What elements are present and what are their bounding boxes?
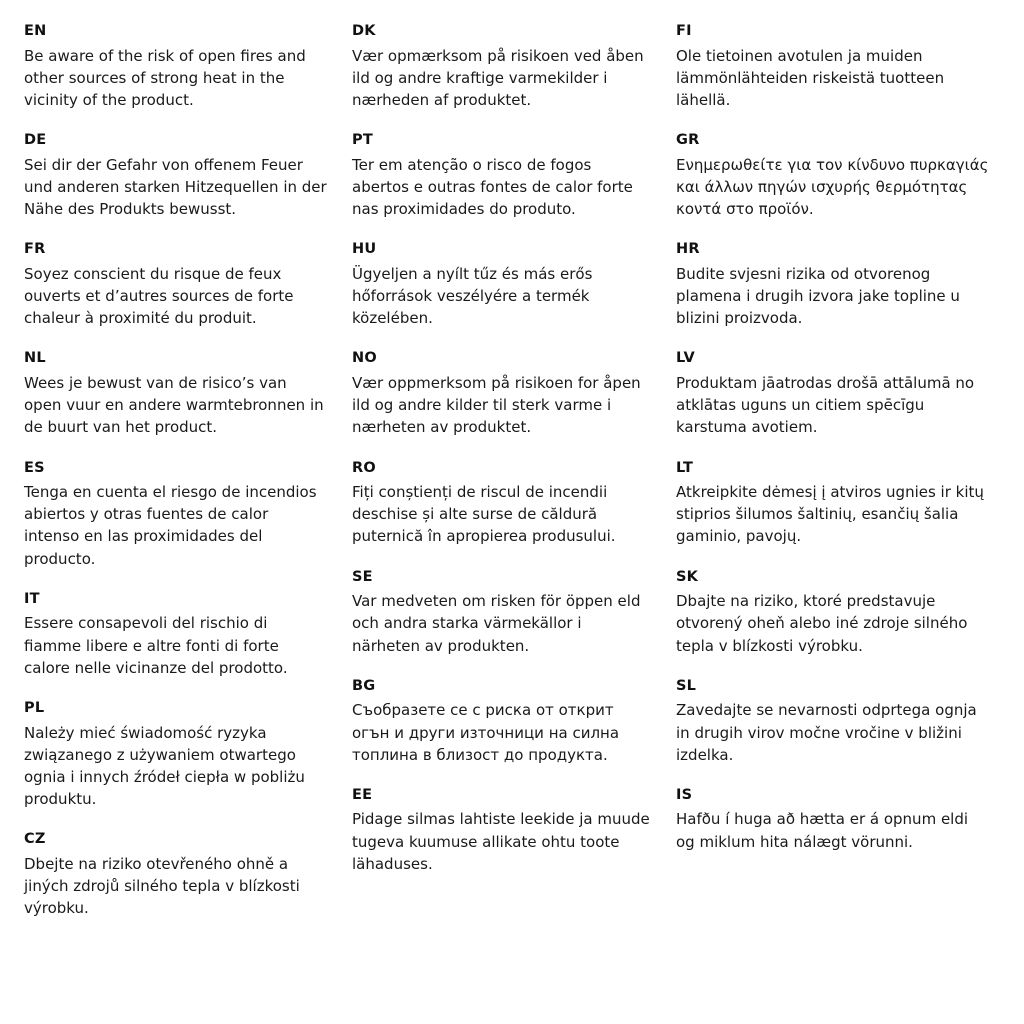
language-code: DE bbox=[24, 132, 47, 149]
language-text: Ενημερωθείτε για τον κίνδυνο πυρκαγιάς και άλλων πηγών ισχυρής θερμότητας κοντά στο προϊόν. bbox=[676, 155, 989, 219]
language-text: Soyez conscient du risque de feux ouverts et d’autres sources de forte chaleur à proximité du produit. bbox=[24, 264, 294, 328]
language-text: Ter em atenção o risco de fogos abertos e outras fontes de calor forte nas proximidades do produto. bbox=[352, 155, 633, 219]
language-entry-pt bbox=[352, 131, 652, 220]
language-code: BG bbox=[352, 677, 376, 694]
language-entry-cz bbox=[24, 830, 328, 919]
language-entry-hu bbox=[352, 240, 652, 329]
language-code: ES bbox=[24, 459, 45, 476]
language-code: NO bbox=[352, 350, 377, 367]
language-text: Vær opmærksom på risikoen ved åben ild og andre kraftige varmekilder i nærheden af produktet. bbox=[352, 46, 644, 109]
language-code: FR bbox=[24, 241, 46, 258]
language-entry-no bbox=[352, 349, 652, 438]
language-entry-fi bbox=[676, 22, 990, 111]
language-column-2 bbox=[352, 22, 676, 875]
language-code: DK bbox=[352, 23, 376, 39]
language-columns bbox=[24, 22, 1000, 919]
language-entry-en bbox=[24, 22, 328, 111]
language-code: GR bbox=[676, 132, 700, 149]
language-code: HU bbox=[352, 241, 377, 258]
language-code: SK bbox=[676, 568, 699, 585]
language-code: EN bbox=[24, 23, 47, 39]
language-text: Należy mieć świadomość ryzyka związanego z używaniem otwartego ognia i innych źródeł ciepła w pobliżu produktu. bbox=[24, 723, 305, 809]
language-code: EE bbox=[352, 786, 373, 803]
language-column-1 bbox=[24, 22, 352, 919]
language-text: Essere consapevoli del rischio di fiamme libere e altre fonti di forte calore nelle vicinanze del prodotto. bbox=[24, 614, 288, 677]
language-code: SL bbox=[676, 677, 697, 694]
language-code: FI bbox=[676, 23, 692, 39]
language-text: Tenga en cuenta el riesgo de incendios abiertos y otras fuentes de calor intenso en las proximidades del producto. bbox=[24, 483, 317, 568]
language-text: Atkreipkite dėmesį į atviros ugnies ir kitų stiprios šilumos šaltinių, esančių šalia gaminio, pavojų. bbox=[676, 483, 984, 546]
language-entry-lt bbox=[676, 459, 990, 548]
language-code: SE bbox=[352, 568, 373, 585]
language-code: LV bbox=[676, 350, 695, 367]
language-entry-sk bbox=[676, 568, 990, 657]
language-text: Wees je bewust van de risico’s van open vuur en andere warmtebronnen in de buurt van het product. bbox=[24, 373, 324, 437]
language-column-3 bbox=[676, 22, 1000, 853]
language-text: Produktam jāatrodas drošā attālumā no atklātas uguns un citiem spēcīgu karstuma avotiem. bbox=[676, 373, 975, 437]
language-text: Ügyeljen a nyílt tűz és más erős hőforrások veszélyére a termék közelében. bbox=[352, 264, 593, 328]
language-code: CZ bbox=[24, 831, 46, 848]
language-code: LT bbox=[676, 459, 694, 476]
language-code: HR bbox=[676, 241, 700, 258]
language-entry-lv bbox=[676, 349, 990, 438]
language-text: Vær oppmerksom på risikoen for åpen ild og andre kilder til sterk varme i nærheten av produktet. bbox=[352, 373, 641, 437]
language-entry-gr bbox=[676, 131, 990, 220]
language-text: Fiți conștienți de riscul de incendii deschise și alte surse de căldură puternică în apropierea produsului. bbox=[352, 483, 616, 546]
language-code: IT bbox=[24, 590, 40, 607]
language-text: Var medveten om risken för öppen eld och andra starka värmekällor i närheten av produkten. bbox=[352, 592, 641, 655]
language-text: Pidage silmas lahtiste leekide ja muude tugeva kuumuse allikate ohtu toote lähaduses. bbox=[352, 810, 650, 873]
language-text: Sei dir der Gefahr von offenem Feuer und anderen starken Hitzequellen in der Nähe des Produkts bewusst. bbox=[24, 155, 327, 219]
language-entry-hr bbox=[676, 240, 990, 329]
language-entry-nl bbox=[24, 349, 328, 438]
language-code: PT bbox=[352, 132, 373, 149]
language-entry-is bbox=[676, 786, 990, 853]
language-text: Zavedajte se nevarnosti odprtega ognja in drugih virov močne vročine v bližini izdelka. bbox=[676, 701, 977, 764]
language-code: RO bbox=[352, 459, 376, 476]
language-entry-bg bbox=[352, 677, 652, 766]
language-text: Hafðu í huga að hætta er á opnum eldi og miklum hita nálægt vörunni. bbox=[676, 810, 969, 851]
language-entry-es bbox=[24, 459, 328, 570]
language-code: NL bbox=[24, 350, 46, 367]
language-code: PL bbox=[24, 699, 45, 716]
language-text: Budite svjesni rizika od otvorenog plamena i drugih izvora jake topline u blizini proizvoda. bbox=[676, 264, 960, 328]
language-entry-fr bbox=[24, 240, 328, 329]
language-entry-ee bbox=[352, 786, 652, 875]
language-text: Dbajte na riziko, ktoré predstavuje otvorený oheň alebo iné zdroje silného tepla v blízkosti výrobku. bbox=[676, 592, 968, 655]
language-text: Ole tietoinen avotulen ja muiden lämmönlähteiden riskeistä tuotteen lähellä. bbox=[676, 46, 945, 109]
language-entry-it bbox=[24, 590, 328, 679]
language-text: Dbejte na riziko otevřeného ohně a jiných zdrojů silného tepla v blízkosti výrobku. bbox=[24, 854, 300, 918]
language-entry-pl bbox=[24, 699, 328, 810]
language-entry-se bbox=[352, 568, 652, 657]
language-entry-dk bbox=[352, 22, 652, 111]
language-entry-de bbox=[24, 131, 328, 220]
language-text: Съобразете се с риска от открит огън и други източници на силна топлина в близост до продукта. bbox=[352, 701, 620, 764]
language-entry-ro bbox=[352, 459, 652, 548]
language-text: Be aware of the risk of open fires and other sources of strong heat in the vicinity of the product. bbox=[24, 46, 306, 109]
language-code: IS bbox=[676, 786, 693, 803]
language-entry-sl bbox=[676, 677, 990, 766]
